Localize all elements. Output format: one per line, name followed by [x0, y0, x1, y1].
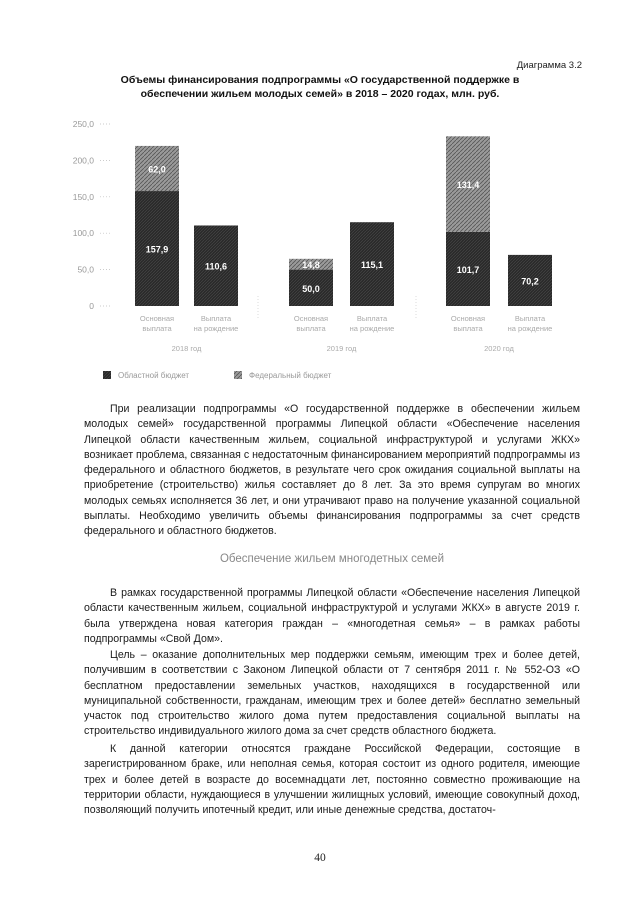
page-number: 40 [314, 852, 326, 864]
legend-label-federal: Федеральный бюджет [249, 371, 332, 380]
x-category-label: выплата [142, 324, 172, 333]
bar-value-label: 110,6 [204, 261, 228, 272]
paragraph-young-families: При реализации подпрограммы «О государственной поддержке в обеспечении жильем молодых семей» государственной программы Липецкой области «Обеспечение населения Липецкой области качественным жильем, социальной инфраструктурой и услугами ЖКХ» возникает проблема, связанная с недостаточным финансированием мероприятий подпрограммы из федерального и областного бюджетов, в результате чего срок ожидания социальной выплаты на приобретение (строительство) жилья составляет до 8 лет. За это время супругам во многих молодых семьях исполняется 36 лет, и они утрачивают право на получение указанной социальной выплаты. Необходимо увеличить объемы финансирования подпрограммы за счет средств федерального и областного бюджетов. [84, 403, 580, 538]
x-category-label: Выплата [356, 314, 388, 323]
x-category-label: выплата [453, 324, 483, 333]
y-tick-label: 200,0 [72, 155, 94, 166]
x-category-label: Выплата [200, 314, 232, 323]
x-year-label: 2019 год [326, 344, 357, 353]
financing-bar-chart [0, 0, 640, 400]
paragraph-eligibility: К данной категории относятся граждане Российской Федерации, состоящие в зарегистрированном браке, или неполная семья, которая состоит из одного родителя, имеющие трех и более детей в возрасте до восемнадцати лет, постоянно совместно проживающие на территории области, нуждающиеся в улучшении жилищных условий, имеющие совокупный доход, позволяющий получить ипотечный кредит, или иные денежные средства, достаточ- [84, 743, 580, 817]
bar-value-label: 62,0 [148, 164, 166, 175]
x-category-label: на рождение [507, 324, 553, 333]
y-tick-label: 50,0 [77, 264, 94, 275]
x-category-label: Основная [293, 314, 329, 323]
x-category-label: выплата [296, 324, 326, 333]
x-category-label: Основная [139, 314, 175, 323]
bar-value-label: 115,1 [360, 260, 384, 271]
legend-swatch-federal [234, 371, 242, 379]
y-tick-label: 250,0 [72, 119, 94, 129]
x-category-label: Выплата [514, 314, 546, 323]
bar-value-label: 101,7 [456, 264, 480, 275]
y-tick-label: 0 [89, 301, 94, 311]
legend-label-regional: Областной бюджет [118, 371, 190, 380]
bar-value-label: 157,9 [145, 244, 169, 255]
diagram-caption-label: Диаграмма 3.2 [516, 60, 582, 71]
x-category-label: на рождение [349, 324, 395, 333]
x-category-label: на рождение [193, 324, 239, 333]
paragraph-goal: Цель – оказание дополнительных мер поддержки семьям, имеющим трех и более детей, получившим в соответствии с Законом Липецкой области от 7 сентября 2011 г. № 552-ОЗ «О бесплатном предоставлении земельных участков, находящихся в государственной или муниципальной собственности, гражданам, имеющим трех и более детей» бесплатно земельный участок под строительство жилого дома путем предоставления социальной выплаты на строительство индивидуального жилого дома за счет средств областного бюджета. [84, 649, 580, 738]
section-heading: Обеспечение жильем многодетных семей [219, 553, 445, 565]
x-year-label: 2020 год [484, 344, 514, 353]
chart-title: Объемы финансирования подпрограммы «О государственной поддержке в обеспечении жильем молодых семей» в 2018 – 2020 годах, млн. руб. [120, 74, 520, 100]
paragraph-program-category: В рамках государственной программы Липецкой области «Обеспечение населения Липецкой области качественным жильем, социальной инфраструктурой и услугами ЖКХ» в августе 2019 г. была утверждена новая категория граждан – «многодетная семья» – в рамках работы подпрограммы «Свой Дом». [84, 587, 580, 645]
bar-value-label: 50,0 [302, 283, 320, 294]
x-category-label: Основная [450, 314, 486, 323]
legend-swatch-regional [103, 371, 111, 379]
x-year-label: 2018 год [171, 344, 202, 353]
bar-value-label: 131,4 [456, 180, 480, 191]
y-tick-label: 100,0 [72, 228, 94, 239]
y-tick-label: 150,0 [72, 191, 94, 202]
bar-value-label: 70,2 [521, 276, 539, 287]
bar-value-label: 14,8 [302, 260, 320, 271]
